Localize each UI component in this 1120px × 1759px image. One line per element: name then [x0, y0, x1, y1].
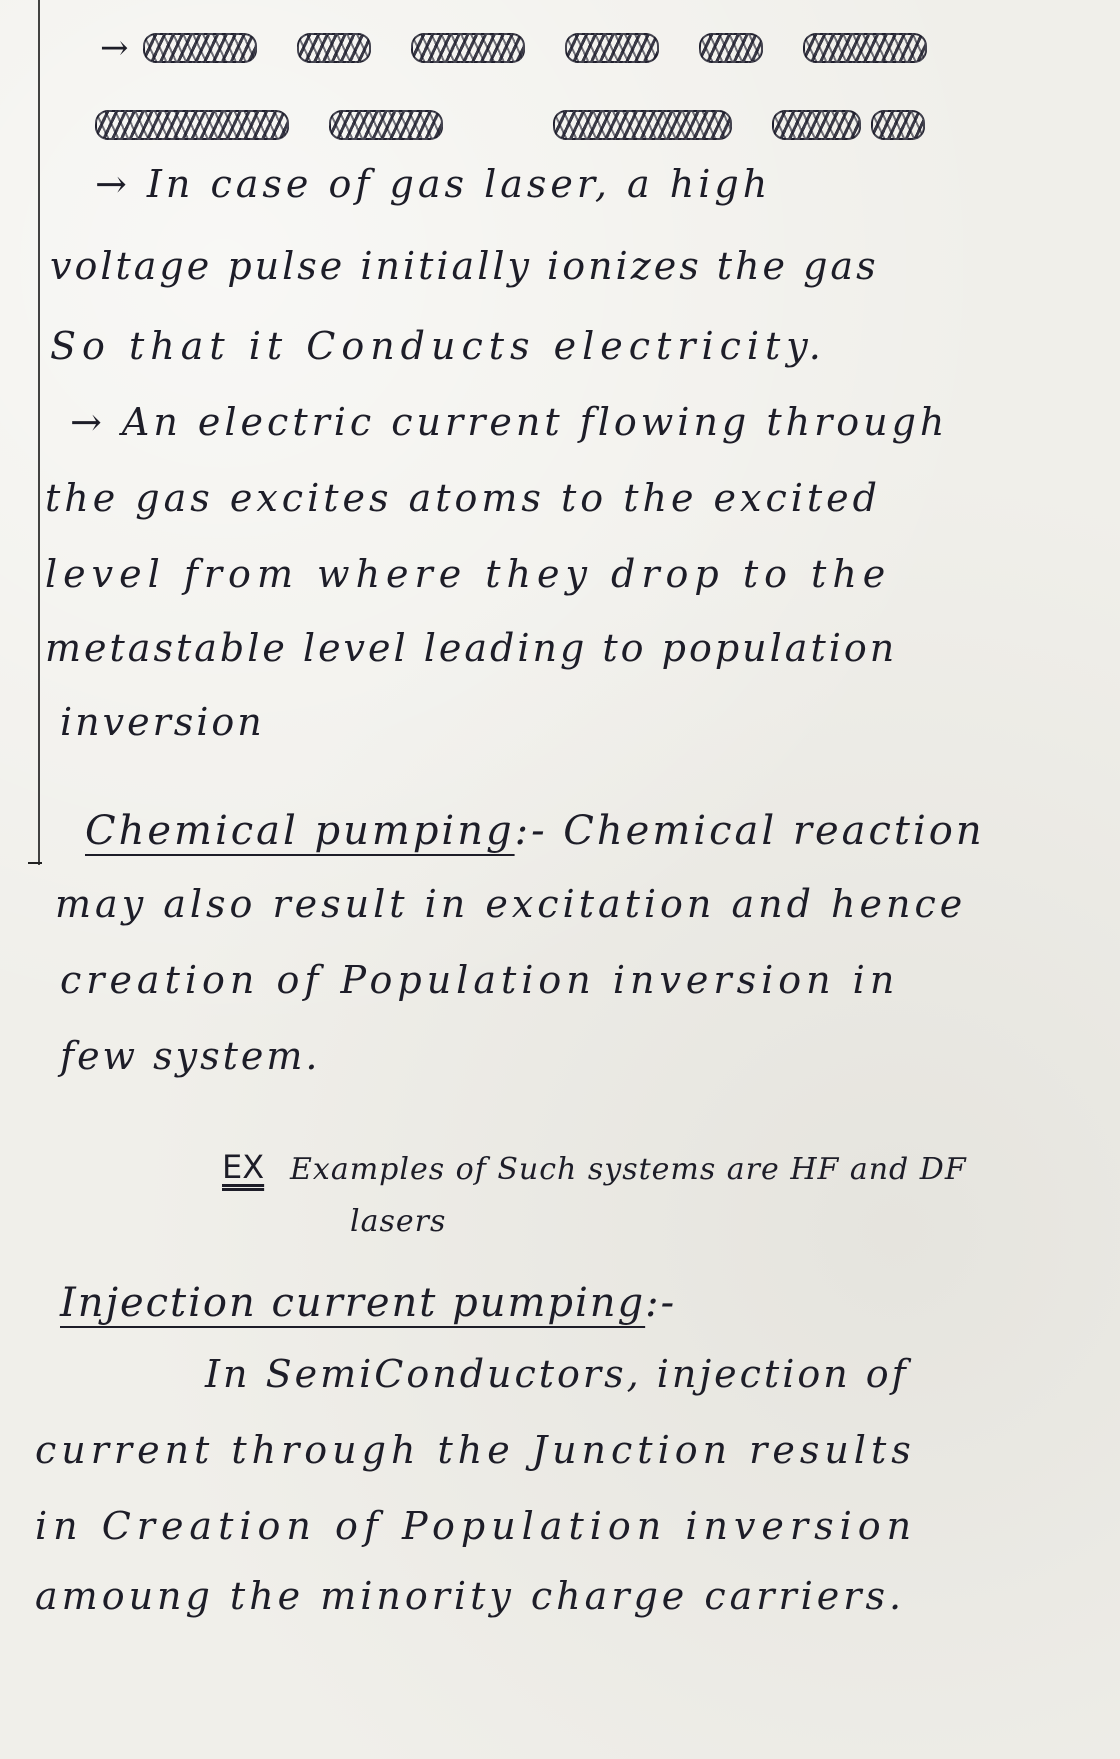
scribble-mark	[297, 33, 371, 63]
section-heading: Injection current pumping	[60, 1280, 646, 1326]
struck-line-2	[95, 110, 965, 140]
scribble-mark	[411, 33, 525, 63]
example-label: EX	[222, 1148, 265, 1186]
text-line: metastable level leading to population	[45, 626, 898, 670]
text-line: → An electric current flowing through	[70, 400, 949, 444]
scribble-mark	[553, 110, 732, 140]
scribble-mark	[565, 33, 659, 63]
scribble-mark	[772, 110, 861, 140]
text-line: creation of Population inversion in	[60, 958, 900, 1002]
text-line: So that it Conducts electricity.	[50, 324, 827, 368]
chemical-pumping-line	[85, 808, 985, 854]
heading-suffix: :-	[645, 1280, 677, 1326]
scribble-mark	[871, 110, 925, 140]
text-line: may also result in excitation and hence	[55, 882, 967, 926]
text-line: amoung the minority charge carriers.	[35, 1574, 906, 1618]
text-line: → In case of gas laser, a high	[95, 162, 772, 206]
scribble-mark	[803, 33, 927, 63]
struck-line-1	[100, 28, 967, 68]
text-line: voltage pulse initially ionizes the gas	[50, 244, 879, 288]
text-line: level from where they drop to the	[45, 552, 892, 596]
text-line: few system.	[60, 1034, 321, 1078]
margin-tick	[28, 862, 42, 864]
text-line: In SemiConductors, injection of	[205, 1352, 909, 1396]
text-line: Examples of Such systems are HF and DF	[290, 1152, 967, 1187]
section-heading: Chemical pumping	[85, 808, 515, 854]
scribble-mark	[95, 110, 289, 140]
text-line: lasers	[350, 1204, 447, 1239]
text-line: current through the Junction results	[35, 1428, 916, 1472]
margin-line	[38, 0, 40, 865]
injection-pumping-line	[60, 1280, 676, 1326]
scribble-mark	[329, 110, 443, 140]
text-line: the gas excites atoms to the excited	[45, 476, 881, 520]
text-line: inversion	[60, 700, 265, 744]
arrow-icon: →	[100, 28, 129, 68]
scribble-mark	[699, 33, 763, 63]
text-line: in Creation of Population inversion	[35, 1504, 918, 1548]
scribble-mark	[143, 33, 257, 63]
heading-suffix: :- Chemical reaction	[514, 808, 985, 854]
